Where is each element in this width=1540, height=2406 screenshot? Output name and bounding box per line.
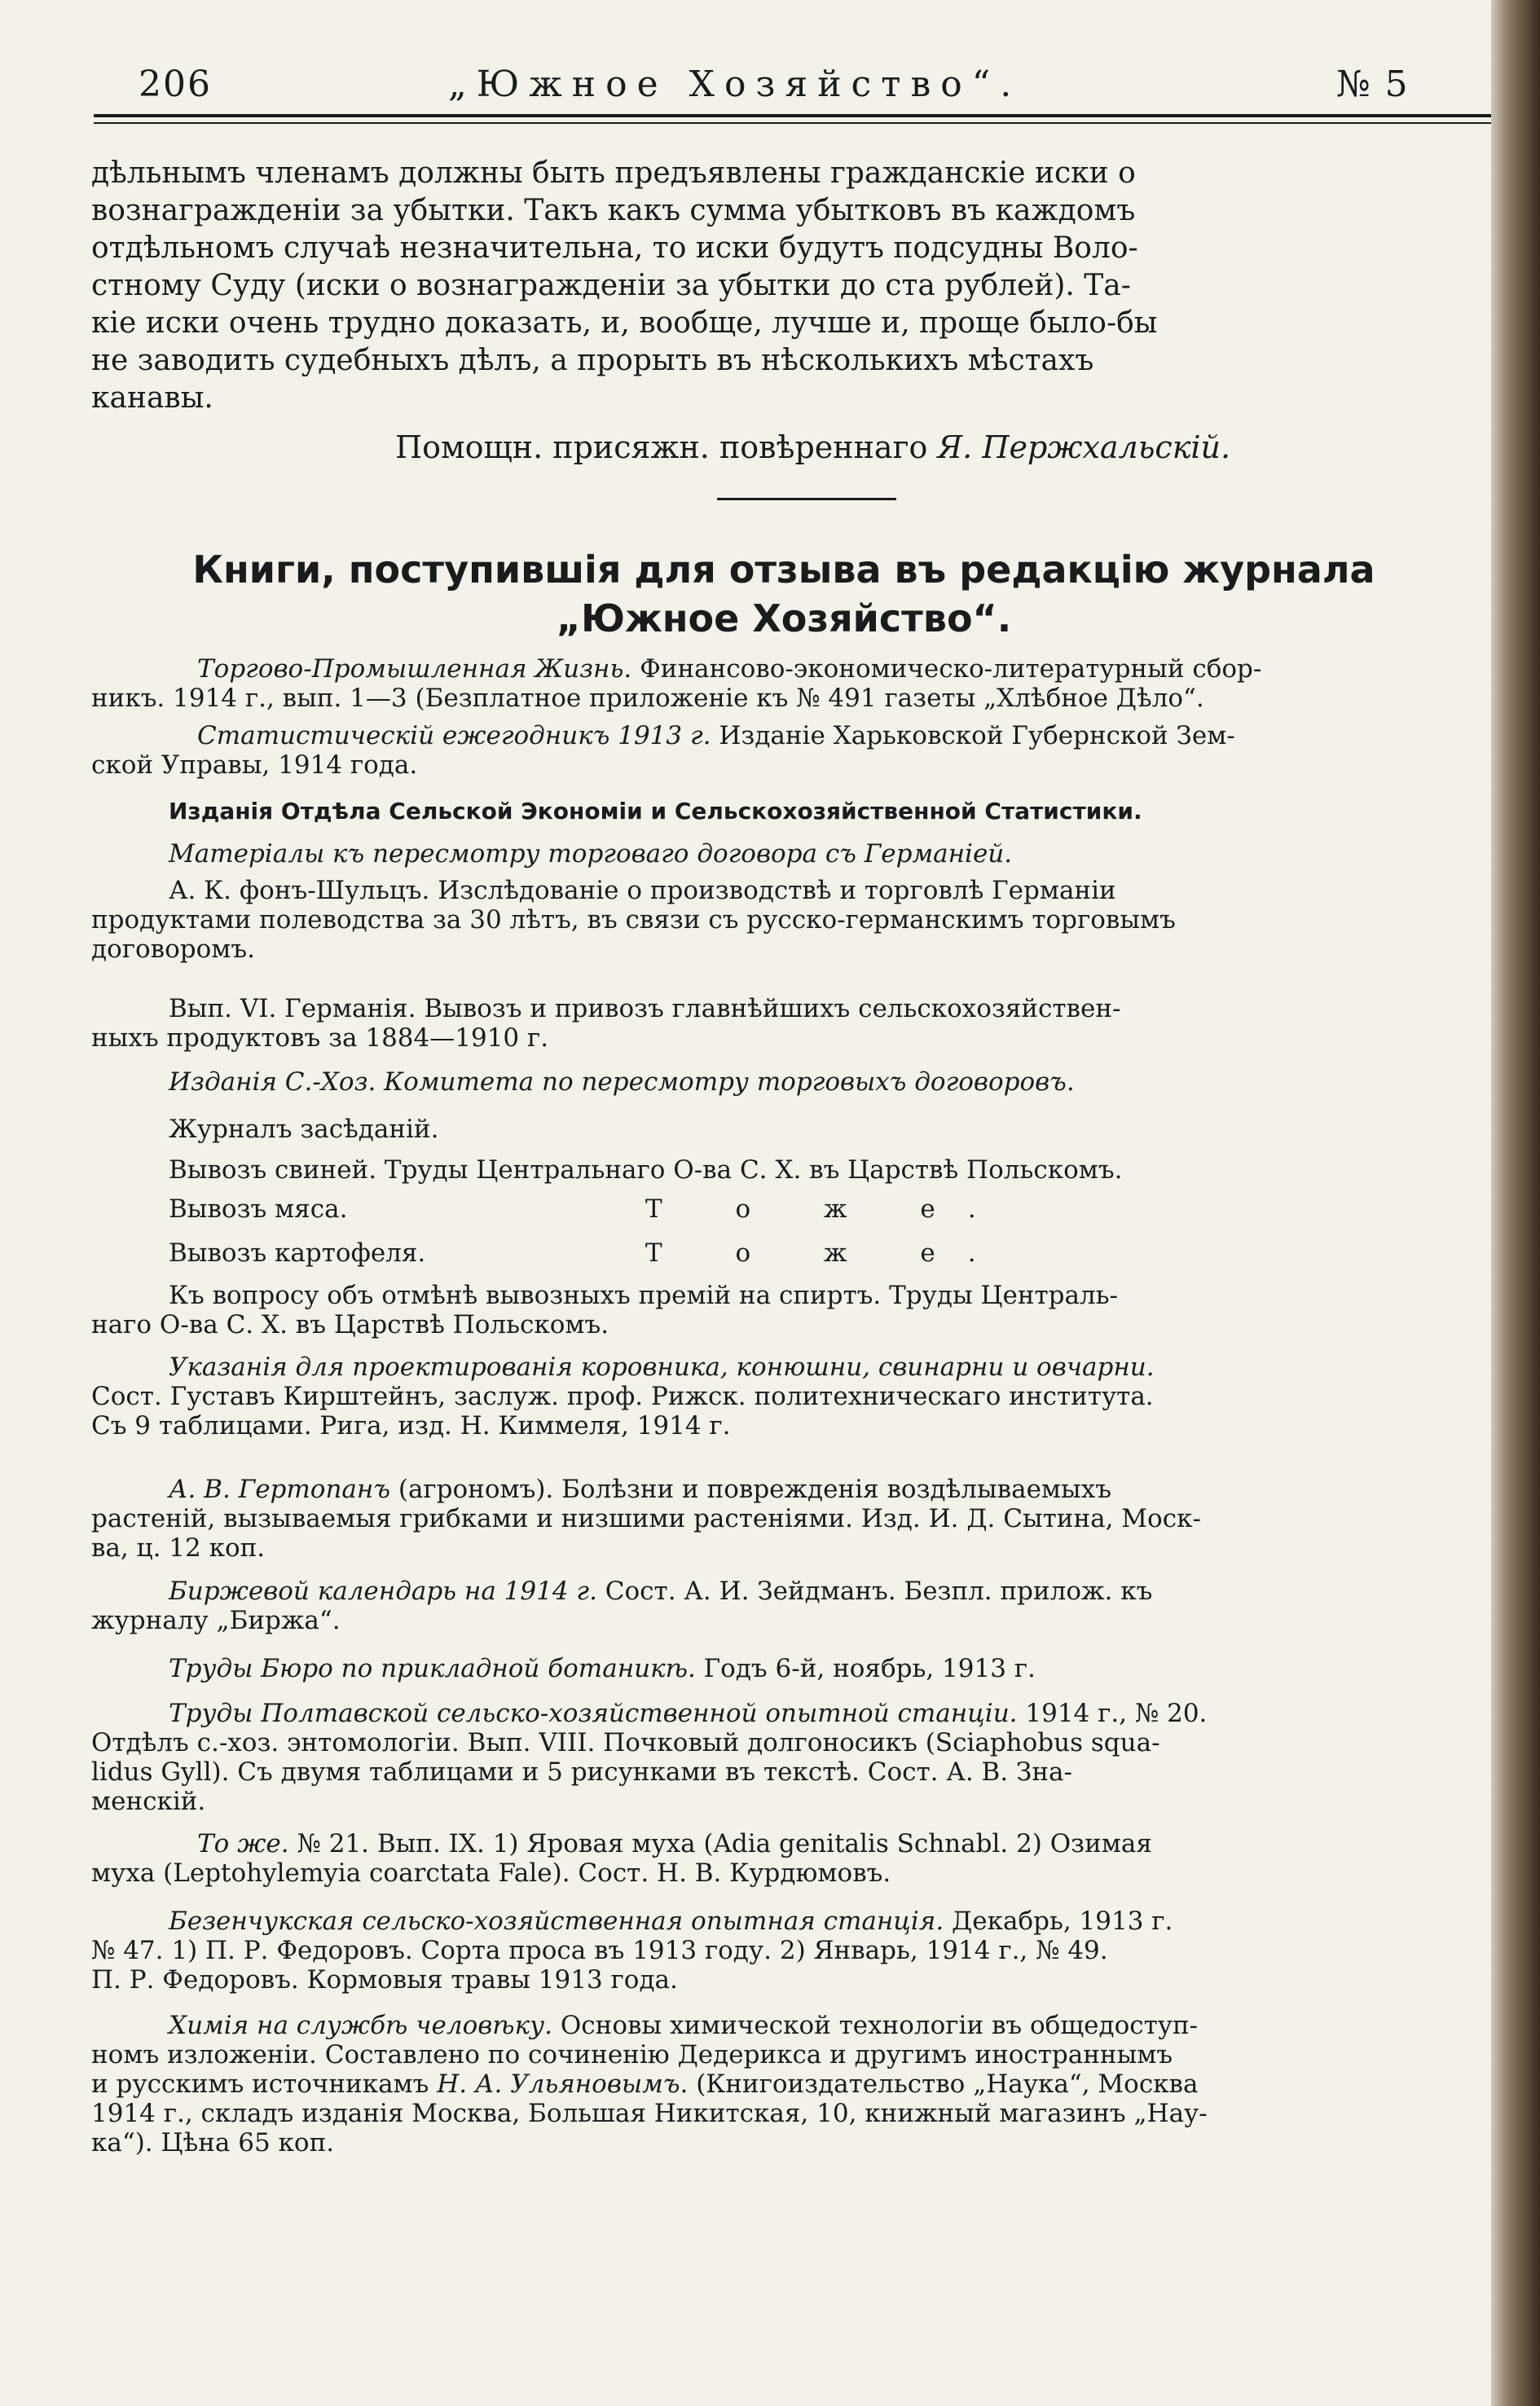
entry-text: менскій. (91, 1787, 206, 1816)
entry-text: ныхъ продуктовъ за 1884—1910 г. (91, 1023, 549, 1053)
section-title-line2: „Южное Хозяйство“. (556, 596, 1012, 640)
entry-text: Вып. VI. Германія. Вывозъ и привозъ главнѣйшихъ сельскохозяйствен- (169, 994, 1121, 1023)
entry-text: 1914 г., № 20. (1025, 1699, 1208, 1728)
running-header (90, 57, 1491, 114)
book-entry (91, 876, 1491, 964)
subsection-heading: Изданія Отдѣла Сельской Экономіи и Сельскохозяйственной Статистики. (169, 798, 1142, 825)
entry-title: Труды Бюро по прикладной ботаникѣ. (169, 1654, 696, 1683)
entry-text: Сост. Густавъ Кирштейнъ, заслуж. проф. Рижск. политехническаго института. (91, 1382, 1154, 1411)
text-line: стному Суду (иски о вознагражденіи за убытки до ста рублей). Та- (91, 269, 1131, 302)
entry-title: Безенчукская сельско-хозяйственная опытная станція. (169, 1907, 944, 1936)
book-entry (91, 1238, 1491, 1268)
book-entry (91, 1907, 1491, 1995)
entry-title: Торгово-Промышленная Жизнь. (197, 654, 632, 684)
text-line: не заводить судебныхъ дѣлъ, а прорыть въ нѣсколькихъ мѣстахъ (91, 344, 1094, 377)
entry-author: Н. А. Ульяновымъ. (437, 2070, 689, 2099)
entry-text: (Книгоиздательство „Наука“, Москва (696, 2070, 1199, 2099)
entry-title: Статистическій ежегодникъ 1913 г. (197, 721, 711, 750)
text-line: дѣльнымъ членамъ должны быть предъявлены гражданскіе иски о (91, 156, 1136, 190)
text-line: вознагражденіи за убытки. Такъ какъ сумма убытковъ въ каждомъ (91, 194, 1136, 227)
entry-text: № 47. 1) П. Р. Федоровъ. Сорта проса въ 1913 году. 2) Январь, 1914 г., № 49. (91, 1936, 1108, 1965)
book-entry: Журналъ засѣданій. (169, 1115, 439, 1144)
book-entry (91, 1829, 1491, 1888)
entry-text: Основы химической технологіи въ общедоступ- (560, 2011, 1199, 2040)
entry-title: А. В. Гертопанъ (169, 1475, 390, 1504)
text-line: канавы. (91, 381, 213, 415)
section-divider (717, 498, 896, 500)
book-entry (91, 994, 1491, 1053)
entry-text: номъ изложеніи. Составлено по сочиненію Дедерикса и другимъ иностраннымъ (91, 2040, 1173, 2070)
entry-text: Годъ 6-й, ноябрь, 1913 г. (703, 1654, 1036, 1683)
entry-text: продуктами полеводства за 30 лѣтъ, въ связи съ русско-германскимъ торговымъ (91, 905, 1176, 935)
text-line: отдѣльномъ случаѣ незначительна, то иски будутъ подсудны Воло- (91, 231, 1138, 265)
entry-text: Изданіе Харьковской Губернской Зем- (719, 721, 1235, 750)
entry-text: № 21. Вып. IX. 1) Яровая муха (Adia genitalis Schnabl. 2) Озимая (297, 1829, 1152, 1858)
page-edge-shadow (1491, 0, 1540, 2406)
entry-text: муха (Leptohylemyia coarctata Fale). Сост. Н. В. Курдюмовъ. (91, 1858, 891, 1888)
entry-text: ка“). Цѣна 65 коп. (91, 2128, 335, 2157)
signature-name: Я. Пержхальскій. (937, 429, 1231, 465)
journal-title: „Южное Хозяйство“. (448, 64, 1022, 105)
entry-text: ской Управы, 1914 года. (91, 750, 418, 780)
entry-title: Химія на службѣ человѣку. (169, 2011, 553, 2040)
book-entry (91, 1281, 1491, 1339)
text-line: кіе иски очень трудно доказать, и, вообще, лучше и, проще было-бы (91, 306, 1158, 340)
entry-text: Декабрь, 1913 г. (952, 1907, 1173, 1936)
book-entry (91, 1353, 1491, 1441)
ditto-text: Т о ж е. (645, 1194, 1009, 1224)
intro-paragraph (91, 155, 1491, 417)
book-entry (91, 1194, 1491, 1224)
header-rule (94, 114, 1491, 117)
book-entry (91, 2011, 1491, 2157)
book-entry: Вывозъ свиней. Труды Центральнаго О-ва С. Х. въ Царствѣ Польскомъ. (169, 1155, 1123, 1185)
issue-number: № 5 (1336, 64, 1410, 105)
entry-text: Отдѣлъ с.-хоз. энтомологіи. Вып. VIII. Почковый долгоносикъ (Sciaphobus squa- (91, 1728, 1160, 1757)
ditto-text: Т о ж е. (645, 1238, 1009, 1268)
book-entry (91, 1654, 1491, 1683)
entry-text: журналу „Биржа“. (91, 1606, 341, 1635)
entry-text: никъ. 1914 г., вып. 1—3 (Безплатное приложеніе къ № 491 газеты „Хлѣбное Дѣло“. (91, 684, 1204, 713)
book-entry (91, 1475, 1491, 1563)
entry-text: 1914 г., складъ изданія Москва, Большая Никитская, 10, книжный магазинъ „Нау- (91, 2099, 1208, 2128)
book-entry (91, 654, 1491, 713)
section-title-line1: Книги, поступившія для отзыва въ редакцію журнала (192, 548, 1375, 592)
signature-prefix: Помощн. присяжн. повѣреннаго (395, 429, 928, 465)
entry-title: То же. (197, 1829, 289, 1858)
page-number: 206 (139, 64, 212, 105)
book-entry (91, 1699, 1491, 1816)
entry-text: П. Р. Федоровъ. Кормовыя травы 1913 года. (91, 1965, 678, 1995)
entry-text: ва, ц. 12 коп. (91, 1533, 266, 1563)
book-entry (91, 1577, 1491, 1635)
entry-text: lidus Gyll). Съ двумя таблицами и 5 рисунками въ текстѣ. Сост. А. В. Зна- (91, 1757, 1072, 1787)
entry-text: А. К. фонъ-Шульцъ. Изслѣдованіе о производствѣ и торговлѣ Германіи (169, 876, 1116, 905)
header-rule-thin (94, 122, 1491, 124)
entry-text: Финансово-экономическо-литературный сбор- (640, 654, 1262, 684)
book-entry (91, 721, 1491, 780)
subsection-italic-heading: Матеріалы къ пересмотру торговаго договора съ Германіей. (169, 839, 1013, 869)
entry-text: (агрономъ). Болѣзни и поврежденія воздѣлываемыхъ (398, 1475, 1111, 1504)
entry-text: и русскимъ источникамъ (91, 2070, 429, 2099)
subsection-italic-heading: Изданія С.-Хоз. Комитета по пересмотру торговыхъ договоровъ. (169, 1067, 1075, 1097)
entry-text: наго О-ва С. Х. въ Царствѣ Польскомъ. (91, 1310, 609, 1339)
signature (395, 429, 1230, 465)
entry-title: Указанія для проектированія коровника, конюшни, свинарни и овчарни. (169, 1353, 1155, 1382)
entry-text: Сост. А. И. Зейдманъ. Безпл. прилож. къ (605, 1577, 1153, 1606)
entry-text: Съ 9 таблицами. Рига, изд. Н. Киммеля, 1914 г. (91, 1411, 731, 1441)
entry-text: договоромъ. (91, 935, 255, 964)
entry-text: Къ вопросу объ отмѣнѣ вывозныхъ премій на спиртъ. Труды Централь- (169, 1281, 1119, 1310)
entry-label: Вывозъ картофеля. (169, 1238, 426, 1268)
entry-title: Биржевой календарь на 1914 г. (169, 1577, 597, 1606)
entry-text: растеній, вызываемыя грибками и низшими растеніями. Изд. И. Д. Сытина, Моск- (91, 1504, 1201, 1533)
entry-label: Вывозъ мяса. (169, 1194, 348, 1224)
entry-title: Труды Полтавской сельско-хозяйственной опытной станціи. (169, 1699, 1018, 1728)
